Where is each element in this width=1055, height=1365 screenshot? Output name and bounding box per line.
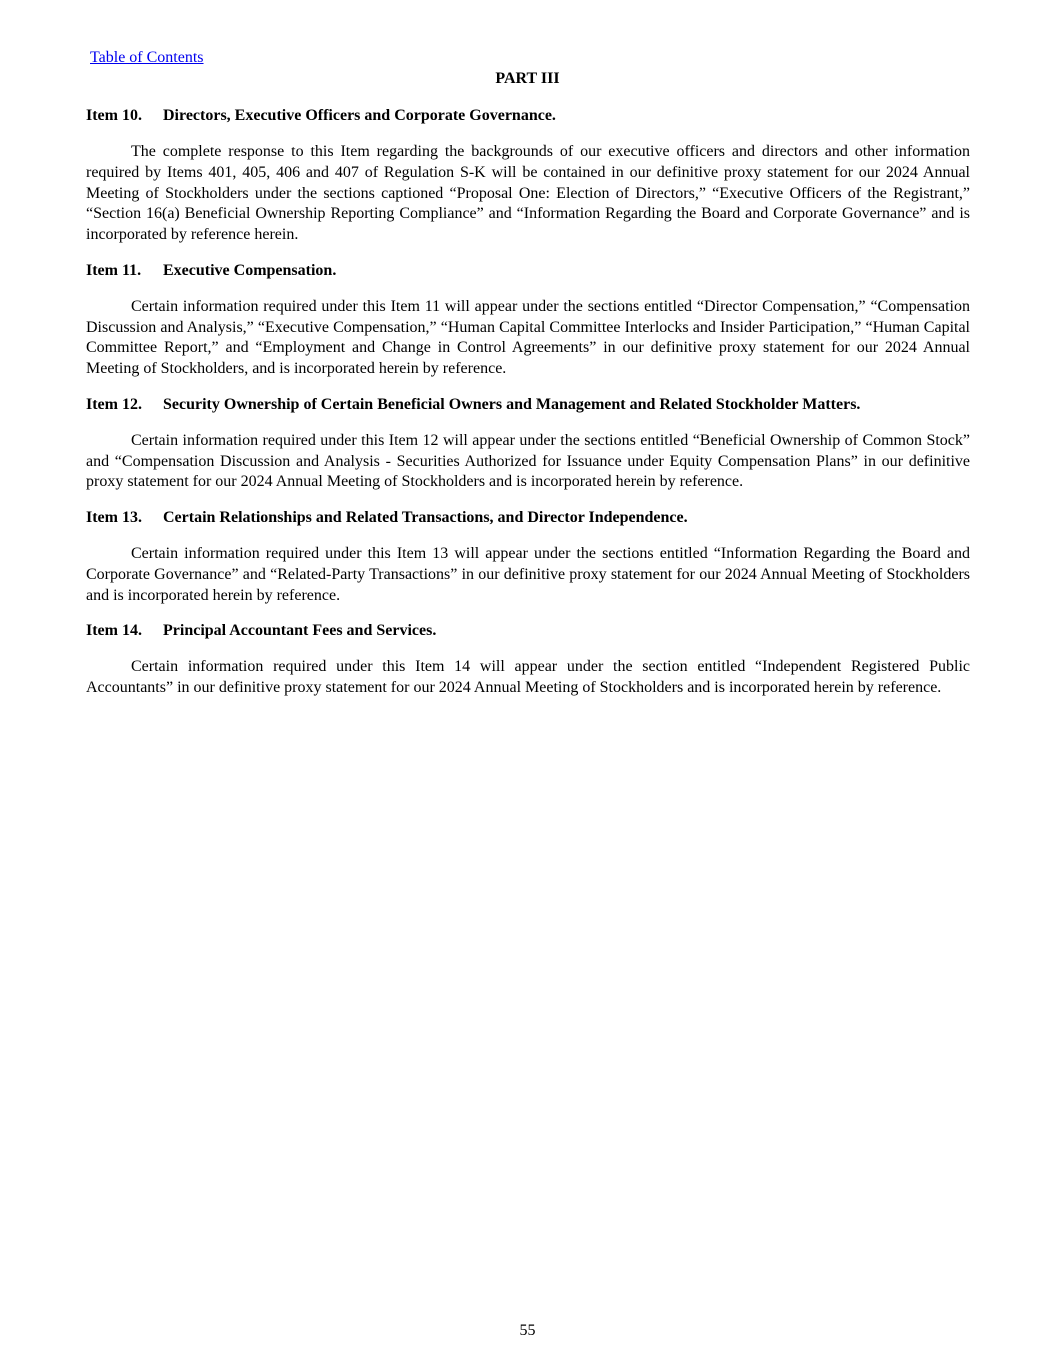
item-title: Security Ownership of Certain Beneficial Owners and Management and Related Stockholder Matters. xyxy=(163,395,861,413)
item-heading xyxy=(86,261,970,281)
item-number: Item 14. xyxy=(86,622,142,640)
item-title: Directors, Executive Officers and Corporate Governance. xyxy=(163,107,556,124)
item-title: Executive Compensation. xyxy=(163,261,337,279)
item-body: Certain information required under this Item 14 will appear under the section entitled “Independent Registered Public Accountants” in our definitive proxy statement for our 2024 Annual Meeting of Stockholders and is incorporated herein by reference. xyxy=(86,658,970,696)
item-11-section xyxy=(86,261,970,380)
item-heading xyxy=(86,508,970,528)
table-of-contents-link[interactable]: Table of Contents xyxy=(90,49,204,66)
page-number: 55 xyxy=(519,1322,536,1339)
item-body: Certain information required under this Item 13 will appear under the sections entitled “Information Regarding the Board and Corporate Governance” and “Related-Party Transactions” in our definitive proxy statement for our 2024 Annual Meeting of Stockholders and is incorporated herein by reference. xyxy=(86,545,970,604)
item-number: Item 12. xyxy=(86,395,142,413)
item-10-section xyxy=(86,106,970,246)
item-number: Item 11. xyxy=(86,261,142,279)
item-title: Principal Accountant Fees and Services. xyxy=(163,622,437,640)
item-number: Item 13. xyxy=(86,509,142,526)
item-heading xyxy=(86,106,970,126)
item-body: Certain information required under this Item 11 will appear under the sections entitled “Director Compensation,” “Compensation Discussion and Analysis,” “Executive Compensation,” “Human Capital Committee Interlocks and Insider Participation,” “Human Capital Committee Report,” and “Employment and Change in Control Agreements” in our definitive proxy statement for our 2024 Annual Meeting of Stockholders, and is incorporated herein by reference. xyxy=(86,297,970,377)
item-body: Certain information required under this Item 12 will appear under the sections entitled “Beneficial Ownership of Common Stock” and “Compensation Discussion and Analysis - Securities Authorized for Issuance under Equity Compensation Plans” in our definitive proxy statement for our 2024 Annual Meeting of Stockholders and is incorporated herein by reference. xyxy=(86,431,970,491)
item-body: The complete response to this Item regarding the backgrounds of our executive officers and directors and other information required by Items 401, 405, 406 and 407 of Regulation S-K will be contained in our definitive proxy statement for our 2024 Annual Meeting of Stockholders under the sections captioned “Proposal One: Election of Directors,” “Executive Officers of the Registrant,” “Section 16(a) Beneficial Ownership Reporting Compliance” and “Information Regarding the Board and Corporate Governance” and is incorporated by reference herein. xyxy=(86,143,970,243)
item-12-section xyxy=(86,395,970,493)
item-heading xyxy=(86,621,970,641)
item-13-section xyxy=(86,508,970,606)
item-title: Certain Relationships and Related Transactions, and Director Independence. xyxy=(163,509,688,526)
item-heading xyxy=(86,395,970,415)
part-title: PART III xyxy=(495,70,560,87)
items-content xyxy=(86,106,970,714)
item-number: Item 10. xyxy=(86,107,142,124)
item-14-section xyxy=(86,621,970,699)
